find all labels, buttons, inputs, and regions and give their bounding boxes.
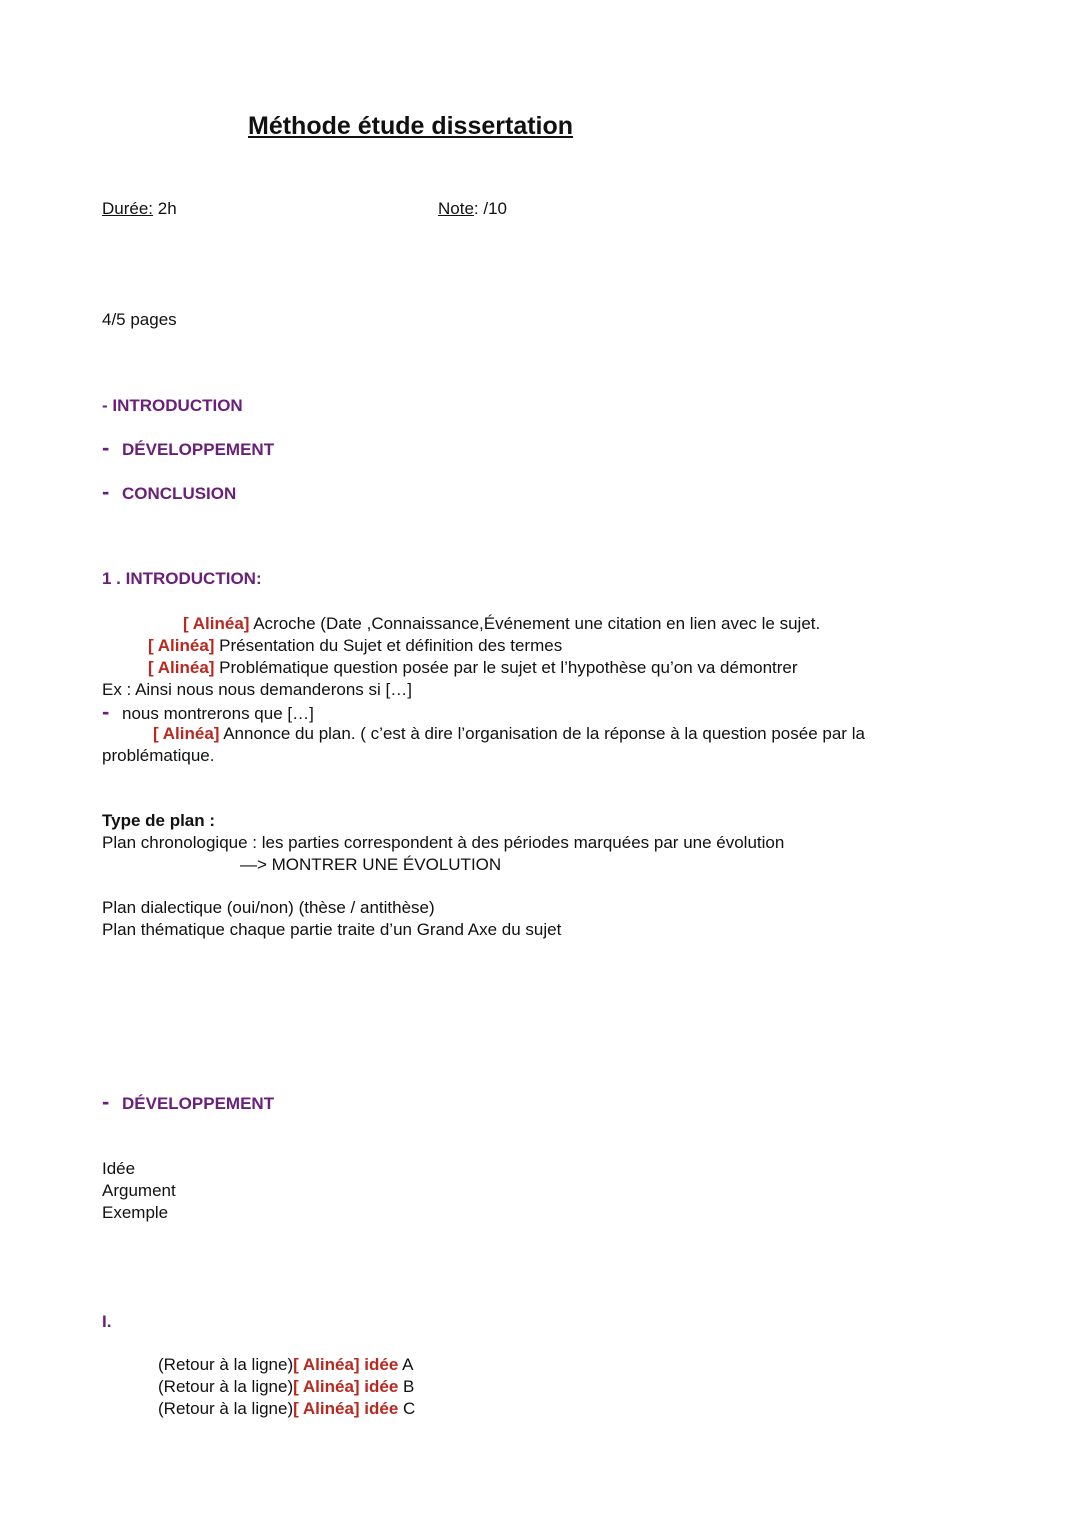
alinea-tag: [ Alinéa] xyxy=(148,636,215,655)
developpement-heading xyxy=(102,1091,274,1115)
intro-line-text: Acroche (Date ,Connaissance,Événement une citation en lien avec le sujet. xyxy=(249,614,821,633)
developpement-dash: - xyxy=(102,1089,110,1114)
part-one-idea-c xyxy=(158,1398,415,1420)
grade-line xyxy=(438,198,507,220)
alinea-tag: [ Alinéa] xyxy=(153,724,220,743)
outline-conclusion-label: CONCLUSION xyxy=(122,484,237,503)
idee-label: idée xyxy=(359,1355,399,1374)
page-title: Méthode étude dissertation xyxy=(248,112,574,140)
outline-developpement xyxy=(102,437,274,461)
developpement-heading-label: DÉVELOPPEMENT xyxy=(122,1094,275,1113)
grade-value: : /10 xyxy=(473,199,508,218)
intro-line-text: Présentation du Sujet et définition des termes xyxy=(214,636,563,655)
intro-line-text: Annonce du plan. ( c’est à dire l’organisation de la réponse à la question posée par la xyxy=(219,724,865,743)
page-count: 4/5 pages xyxy=(102,310,177,329)
intro-line-accroche xyxy=(183,613,820,635)
outline-developpement-label: DÉVELOPPEMENT xyxy=(122,440,275,459)
alinea-tag: [ Alinéa] xyxy=(293,1355,360,1374)
retour-prefix: (Retour à la ligne) xyxy=(158,1355,294,1374)
idee-label: idée xyxy=(359,1399,399,1418)
duration-line xyxy=(102,198,177,220)
idee-letter: A xyxy=(398,1355,414,1374)
plan-chronologique-arrow: —> MONTRER UNE ÉVOLUTION xyxy=(240,855,502,874)
duration-value: 2h xyxy=(153,199,177,218)
plan-chronologique: Plan chronologique : les parties correspondent à des périodes marquées par une évolution xyxy=(102,833,785,852)
plan-dialectique: Plan dialectique (oui/non) (thèse / antithèse) xyxy=(102,898,435,917)
plan-heading: Type de plan : xyxy=(102,811,216,830)
outline-introduction: - INTRODUCTION xyxy=(102,396,243,415)
idee-letter: C xyxy=(398,1399,416,1418)
alinea-tag: [ Alinéa] xyxy=(293,1377,360,1396)
outline-conclusion xyxy=(102,481,236,505)
alinea-tag: [ Alinéa] xyxy=(148,658,215,677)
retour-prefix: (Retour à la ligne) xyxy=(158,1399,294,1418)
dev-item-argument: Argument xyxy=(102,1181,176,1200)
intro-line-text: Problématique question posée par le sujet et l’hypothèse qu’on va démontrer xyxy=(214,658,798,677)
idee-letter: B xyxy=(398,1377,415,1396)
intro-line-problematique-end: problématique. xyxy=(102,746,215,765)
plan-thematique: Plan thématique chaque partie traite d’un Grand Axe du sujet xyxy=(102,920,562,939)
dev-item-exemple: Exemple xyxy=(102,1203,169,1222)
grade-label: Note xyxy=(438,199,474,218)
intro-line-problematique xyxy=(148,657,798,679)
introduction-heading: 1 . INTRODUCTION: xyxy=(102,569,262,588)
alinea-tag: [ Alinéa] xyxy=(183,614,250,633)
intro-line-annonce xyxy=(153,723,865,745)
part-one-heading: I. xyxy=(102,1312,112,1331)
intro-line-presentation xyxy=(148,635,562,657)
intro-line-example: Ex : Ainsi nous nous demanderons si […] xyxy=(102,680,412,699)
idee-label: idée xyxy=(359,1377,399,1396)
part-one-idea-a xyxy=(158,1354,413,1376)
alinea-tag: [ Alinéa] xyxy=(293,1399,360,1418)
intro-dash: - xyxy=(102,699,110,724)
dev-item-idee: Idée xyxy=(102,1159,136,1178)
intro-line-montrerons xyxy=(102,701,314,725)
part-one-idea-b xyxy=(158,1376,414,1398)
duration-label: Durée: xyxy=(102,199,154,218)
intro-line-text: nous montrerons que […] xyxy=(122,704,314,723)
outline-dash: - xyxy=(102,479,110,504)
outline-dash: - xyxy=(102,435,110,460)
retour-prefix: (Retour à la ligne) xyxy=(158,1377,294,1396)
